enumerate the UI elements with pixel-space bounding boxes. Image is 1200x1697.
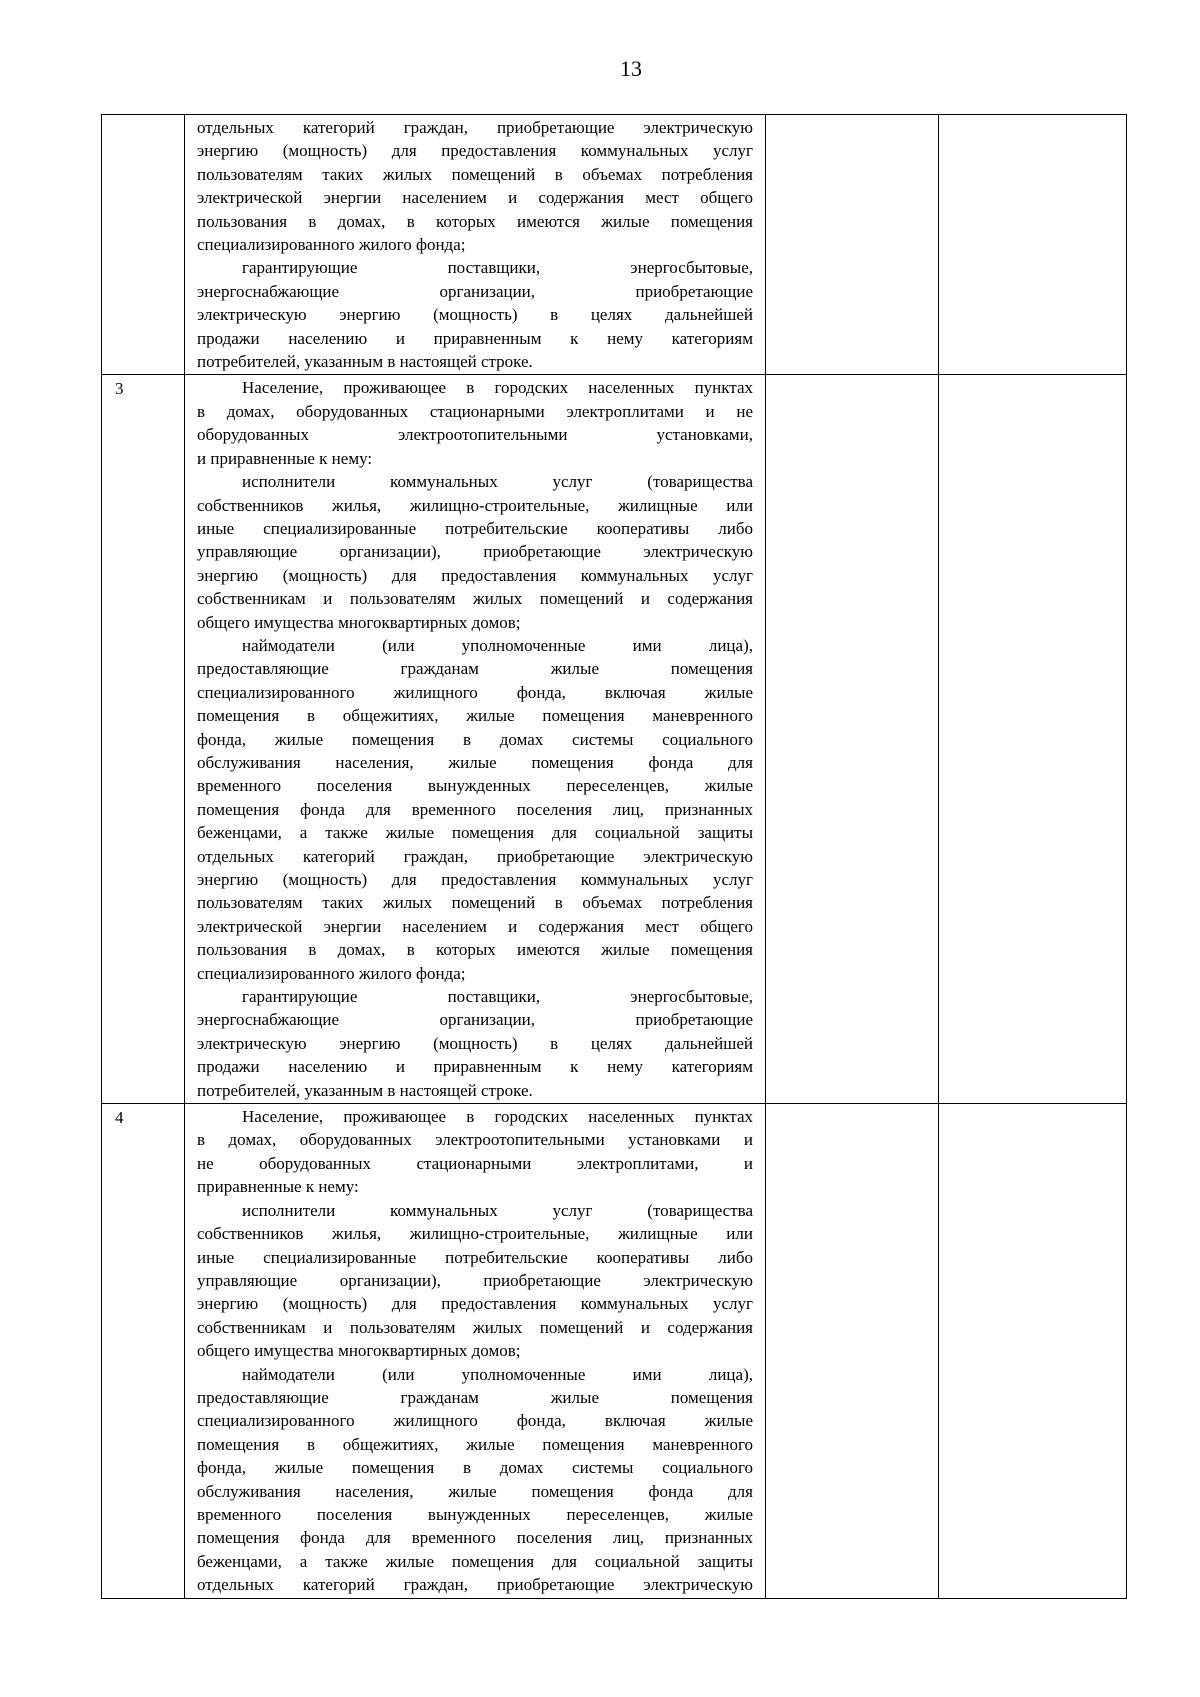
empty-cell [766, 1104, 939, 1599]
text-line: энергию (мощность) для предоставления коммунальных услуг [197, 141, 753, 161]
text-line: отдельных категорий граждан, приобретающие электрическую [197, 846, 753, 866]
text-line: наймодатели (или уполномоченные ими лица), [242, 1364, 753, 1384]
description-cell [185, 115, 766, 375]
text-line: и приравненные к нему: [197, 448, 373, 468]
tariff-table [101, 114, 1127, 1599]
description-cell [185, 375, 766, 1104]
row-text [185, 115, 765, 374]
text-line: собственникам и пользователям жилых помещений и содержания [197, 589, 753, 609]
text-line: наймодатели (или уполномоченные ими лица), [242, 635, 753, 655]
text-line: потребителей, указанным в настоящей строке. [197, 352, 533, 372]
text-line: помещения в общежитиях, жилые помещения маневренного [197, 1434, 753, 1454]
text-line: Население, проживающее в городских населенных пунктах [242, 1107, 753, 1127]
text-line: оборудованных электроотопительными установками, [197, 425, 753, 445]
empty-cell [939, 1104, 1127, 1599]
text-line: в домах, оборудованных электроотопительными установками и [197, 1130, 753, 1150]
text-line: специализированного жилищного фонда, включая жилые [197, 1411, 753, 1431]
text-line: пользователям таких жилых помещений в объемах потребления [197, 164, 753, 184]
text-line: исполнители коммунальных услуг (товарищества [242, 1200, 753, 1220]
text-line: продажи населению и приравненным к нему категориям [197, 1057, 753, 1077]
text-line: отдельных категорий граждан, приобретающие электрическую [197, 1575, 753, 1595]
text-line: пользования в домах, в которых имеются жилые помещения [197, 940, 753, 960]
text-line: иные специализированные потребительские кооперативы либо [197, 518, 753, 538]
text-line: помещения в общежитиях, жилые помещения маневренного [197, 706, 753, 726]
text-line: предоставляющие гражданам жилые помещения [197, 659, 753, 679]
text-line: обслуживания населения, жилые помещения фонда для [197, 1481, 753, 1501]
text-line: электрической энергии населением и содержания мест общего [197, 188, 753, 208]
text-line: собственников жилья, жилищно-строительные, жилищные или [197, 1224, 753, 1244]
table-row [102, 1104, 1127, 1599]
text-line: помещения фонда для временного поселения лиц, признанных [197, 1528, 753, 1548]
empty-cell [939, 115, 1127, 375]
text-line: фонда, жилые помещения в домах системы социального [197, 729, 753, 749]
text-line: помещения фонда для временного поселения лиц, признанных [197, 799, 753, 819]
text-line: потребителей, указанным в настоящей строке. [197, 1080, 533, 1100]
text-line: энергию (мощность) для предоставления коммунальных услуг [197, 870, 753, 889]
empty-cell [766, 115, 939, 375]
empty-cell [766, 375, 939, 1104]
text-line: исполнители коммунальных услуг (товарищества [242, 472, 753, 492]
text-line: энергию (мощность) для предоставления коммунальных услуг [197, 1294, 753, 1314]
text-line: электрической энергии населением и содержания мест общего [197, 916, 753, 936]
row-number-cell: 4 [102, 1104, 185, 1599]
text-line: Население, проживающее в городских населенных пунктах [242, 378, 753, 398]
text-line: энергоснабжающие организации, приобретающие [197, 1010, 753, 1030]
text-line: иные специализированные потребительские кооперативы либо [197, 1247, 753, 1267]
text-line: в домах, оборудованных стационарными электроплитами и не [197, 401, 753, 421]
text-line: пользования в домах, в которых имеются жилые помещения [197, 211, 753, 231]
text-line: продажи населению и приравненным к нему категориям [197, 328, 753, 348]
text-line: электрическую энергию (мощность) в целях дальнейшей [197, 305, 753, 325]
text-line: гарантирующие поставщики, энергосбытовые, [242, 987, 753, 1007]
text-line: гарантирующие поставщики, энергосбытовые, [242, 258, 753, 278]
row-number-cell [102, 115, 185, 375]
empty-cell [939, 375, 1127, 1104]
text-line: управляющие организации), приобретающие электрическую [197, 542, 753, 562]
text-line: энергоснабжающие организации, приобретающие [197, 281, 753, 301]
text-line: не оборудованных стационарными электроплитами, и [197, 1153, 753, 1173]
text-line: электрическую энергию (мощность) в целях дальнейшей [197, 1033, 753, 1053]
text-line: собственникам и пользователям жилых помещений и содержания [197, 1317, 753, 1337]
text-line: специализированного жилищного фонда, включая жилые [197, 682, 753, 702]
row-text [185, 375, 765, 1103]
text-line: общего имущества многоквартирных домов; [197, 1341, 521, 1361]
text-line: специализированного жилого фонда; [197, 235, 466, 255]
text-line: общего имущества многоквартирных домов; [197, 612, 521, 632]
text-line: энергию (мощность) для предоставления коммунальных услуг [197, 565, 753, 585]
text-line: отдельных категорий граждан, приобретающие электрическую [197, 118, 753, 137]
text-line: приравненные к нему: [197, 1177, 359, 1197]
table-row [102, 375, 1127, 1104]
row-number-cell: 3 [102, 375, 185, 1104]
page-number: 13 [620, 56, 642, 81]
table-row [102, 115, 1127, 375]
row-text [185, 1104, 765, 1598]
text-line: фонда, жилые помещения в домах системы социального [197, 1458, 753, 1478]
text-line: беженцами, а также жилые помещения для социальной защиты [197, 1551, 753, 1571]
text-line: беженцами, а также жилые помещения для социальной защиты [197, 823, 753, 843]
text-line: пользователям таких жилых помещений в объемах потребления [197, 893, 753, 913]
text-line: временного поселения вынужденных переселенцев, жилые [197, 1504, 753, 1524]
text-line: специализированного жилого фонда; [197, 963, 466, 983]
text-line: временного поселения вынужденных переселенцев, жилые [197, 776, 753, 796]
text-line: управляющие организации), приобретающие электрическую [197, 1270, 753, 1290]
text-line: предоставляющие гражданам жилые помещения [197, 1387, 753, 1407]
text-line: собственников жилья, жилищно-строительные, жилищные или [197, 495, 753, 515]
description-cell [185, 1104, 766, 1599]
text-line: обслуживания населения, жилые помещения фонда для [197, 752, 753, 772]
